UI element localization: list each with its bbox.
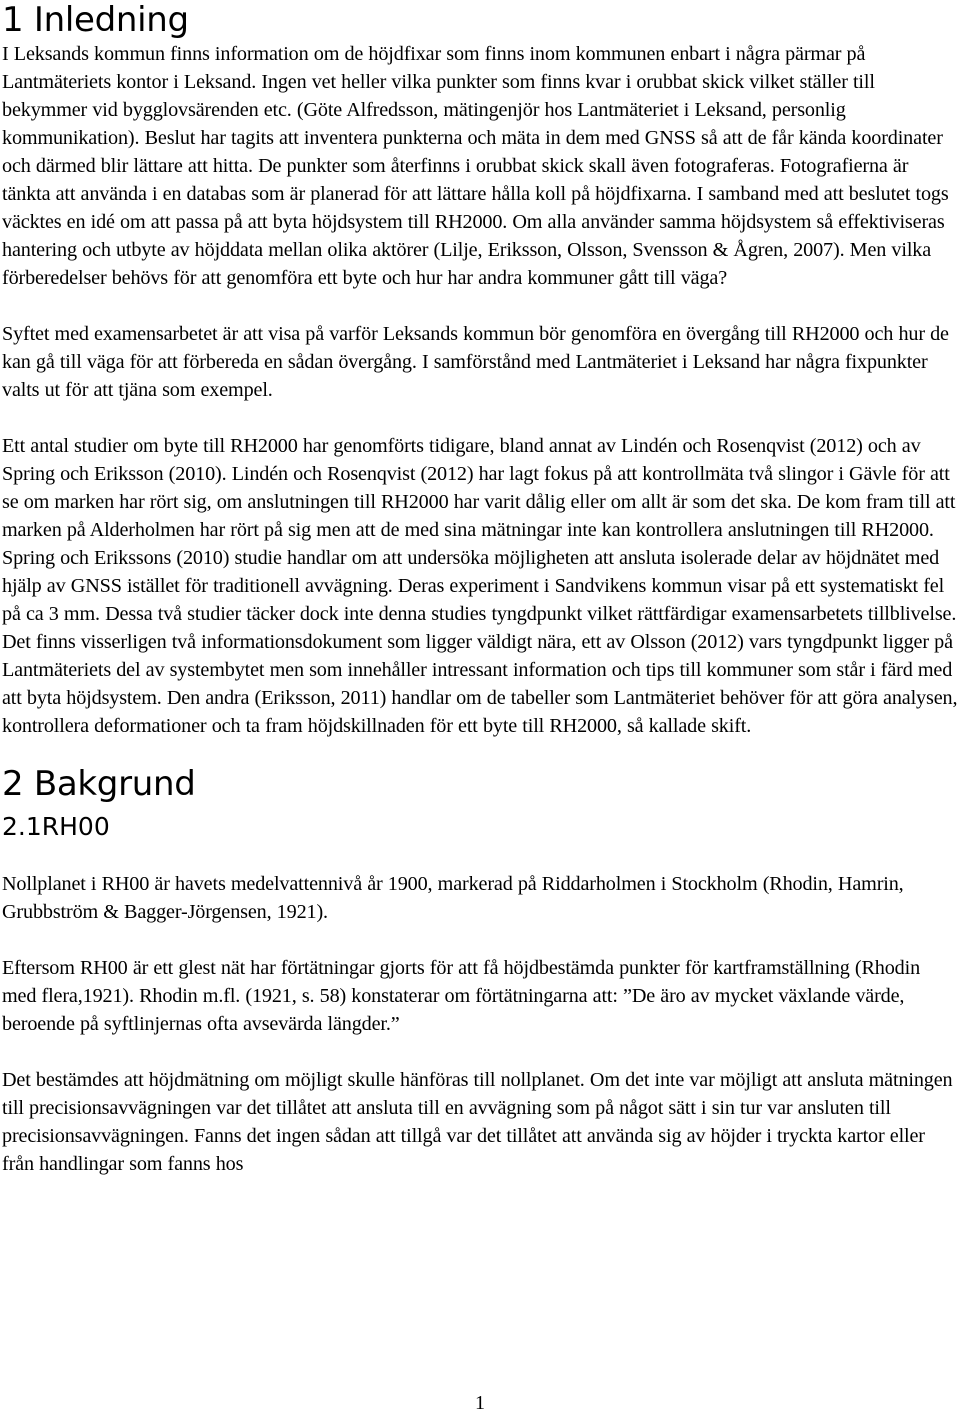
chapter-heading-inledning: 1 Inledning — [2, 0, 189, 40]
document-content — [2, 0, 958, 1178]
paragraph-rh00-zero-plane: Nollplanet i RH00 är havets medelvattennivå år 1900, markerad på Riddarholmen i Stockholm (Rhodin, Hamrin, Grubbström & Bagger-Jörgensen, 1921). — [2, 873, 904, 923]
paragraph-rh00-connection-rules: Det bestämdes att höjdmätning om möjligt skulle hänföras till nollplanet. Om det inte var möjligt att ansluta mätningen till precisionsavvägningen var det tillåtet att ansluta till en avvägning som på något sätt i sin tur var ansluten till precisionsavvägningen. Fanns det ingen sådan att tillgå var det tillåtet att använda sig av höjder i tryckta kartor eller från handlingar som fanns hos — [2, 1069, 953, 1175]
chapter-heading-bakgrund: 2 Bakgrund — [2, 764, 196, 804]
page-number: 1 — [475, 1392, 485, 1414]
paragraph-purpose: Syftet med examensarbetet är att visa på varför Leksands kommun bör genomföra en övergång till RH2000 och hur de kan gå till väga för att förbereda en sådan övergång. I samförstånd med Lantmäteriet i Leksand har några fixpunkter valts ut för att tjäna som exempel. — [2, 323, 949, 401]
section-heading-rh00: 2.1RH00 — [2, 812, 110, 841]
paragraph-previous-studies: Ett antal studier om byte till RH2000 har genomförts tidigare, bland annat av Lindén och Rosenqvist (2012) och av Spring och Eriksson (2010). Lindén och Rosenqvist (2012) har lagt fokus på att kontrollmäta två slingor i Gävle för att se om marken har rört sig, om anslutningen till RH2000 har varit dålig eller om allt är som det ska. De kom fram till att marken på Alderholmen har rört på sig men att de med sina mätningar inte kan kontrollera anslutningen till RH2000. Spring och Erikssons (2010) studie handlar om att undersöka möjligheten att ansluta isolerade delar av höjdnätet med hjälp av GNSS istället för traditionell avvägning. Deras experiment i Sandvikens kommun visar på ett systematiskt fel på ca 3 mm. Dessa två studier täcker dock inte denna studies tyngdpunkt vilket rättfärdigar examensarbetets tillblivelse. Det finns visserligen två informationsdokument som ligger väldigt nära, ett av Olsson (2012) vars tyngdpunkt ligger på Lantmäteriets del av systembytet men som innehåller intressant information och tips till kommuner som står i färd med att byta höjdsystem. Den andra (Eriksson, 2011) handlar om de tabeller som Lantmäteriet behöver för att göra analysen, kontrollera deformationer och ta fram höjdskillnaden för ett byte till RH2000, så kallade skift. — [2, 435, 958, 737]
paragraph-intro-background: I Leksands kommun finns information om de höjdfixar som finns inom kommunen enbart i några pärmar på Lantmäteriets kontor i Leksand. Ingen vet heller vilka punkter som finns kvar i orubbat skick vilket ställer till bekymmer vid bygglovsärenden etc. (Göte Alfredsson, mätingenjör hos Lantmäteriet i Leksand, personlig kommunikation). Beslut har tagits att inventera punkterna och mäta in dem med GNSS så att de får kända koordinater och därmed blir lättare att hitta. De punkter som återfinns i orubbat skick skall även fotograferas. Fotografierna är tänkta att använda i en databas som är planerad för att lättare hålla koll på höjdfixarna. I samband med att beslutet togs väcktes en idé om att passa på att byta höjdsystem till RH2000. Om alla använder samma höjdsystem så effektiviseras hantering och utbyte av höjddata mellan olika aktörer (Lilje, Eriksson, Olsson, Svensson & Ågren, 2007). Men vilka förberedelser behövs för att genomföra ett byte och hur har andra kommuner gått till väga? — [2, 43, 949, 289]
paragraph-rh00-densification: Eftersom RH00 är ett glest nät har förtätningar gjorts för att få höjdbestämda punkter för kartframställning (Rhodin med flera,1921). Rhodin m.fl. (1921, s. 58) konstaterar om förtätningarna att: ”De äro av mycket växlande värde, beroende på syftlinjernas ofta avsevärda längder.” — [2, 957, 921, 1035]
